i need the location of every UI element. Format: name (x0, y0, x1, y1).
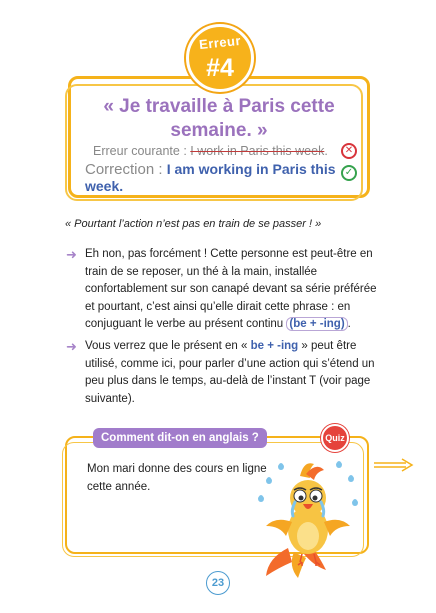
french-quote: « Je travaille à Paris cette semaine. » (103, 96, 335, 141)
intro-quote: « Pourtant l’action n’est pas en train de se passer ! » (65, 218, 322, 230)
long-arrow-icon (374, 458, 414, 472)
badge-label: Erreur (198, 32, 242, 53)
common-error-end: . (324, 144, 328, 158)
correction-label: Correction : (85, 161, 167, 178)
check-circle-icon: ✓ (341, 165, 357, 181)
paragraph-2-hl1: be (250, 340, 264, 352)
paragraph-1-highlight: (be + -ing) (286, 317, 347, 331)
common-error-wrong: I work in Paris this week (190, 144, 325, 158)
x-circle-icon: ✕ (341, 143, 357, 159)
paragraph-2 (85, 338, 381, 408)
paragraph-1 (85, 246, 381, 334)
crying-bird-illustration (248, 458, 366, 578)
paragraph-2-rest: » peut être utilisé, comme ici, pour parler d’une action qui s’étend un peu plus dans le temps, au-delà de l’instant T (voir page suivante). (85, 340, 375, 405)
paragraph-1-text: Eh non, pas forcément ! Cette personne est peut-être en train de se reposer, un thé à la main, installée confortablement sur son canapé devant sa série préférée et pourtant, c’est ainsi qu’elle dirait cette phrase : en conjuguant le verbe au présent continu (85, 248, 377, 330)
paragraph-2-start: Vous verrez que le présent en « (85, 340, 251, 352)
arrow-right-icon: ➜ (66, 248, 77, 263)
error-badge (186, 24, 254, 92)
practice-sentence: Mon mari donne des cours en ligne cette année. (87, 463, 267, 493)
paragraph-2-mid: + (264, 340, 278, 352)
page-number: 23 (206, 571, 230, 595)
paragraph-1-end: . (347, 318, 351, 330)
paragraph-2-hl2: -ing (277, 340, 299, 352)
common-error-label: Erreur courante : (93, 144, 191, 158)
badge-number: #4 (206, 54, 234, 82)
correction-line (85, 161, 355, 195)
practice-tab: Comment dit-on en anglais ? (93, 428, 267, 448)
correction-text: I am working in Paris this week. (85, 161, 336, 194)
common-error-line (93, 144, 363, 158)
arrow-right-icon: ➜ (66, 340, 77, 355)
quiz-badge: Quiz (321, 424, 349, 452)
error-card (68, 76, 370, 198)
